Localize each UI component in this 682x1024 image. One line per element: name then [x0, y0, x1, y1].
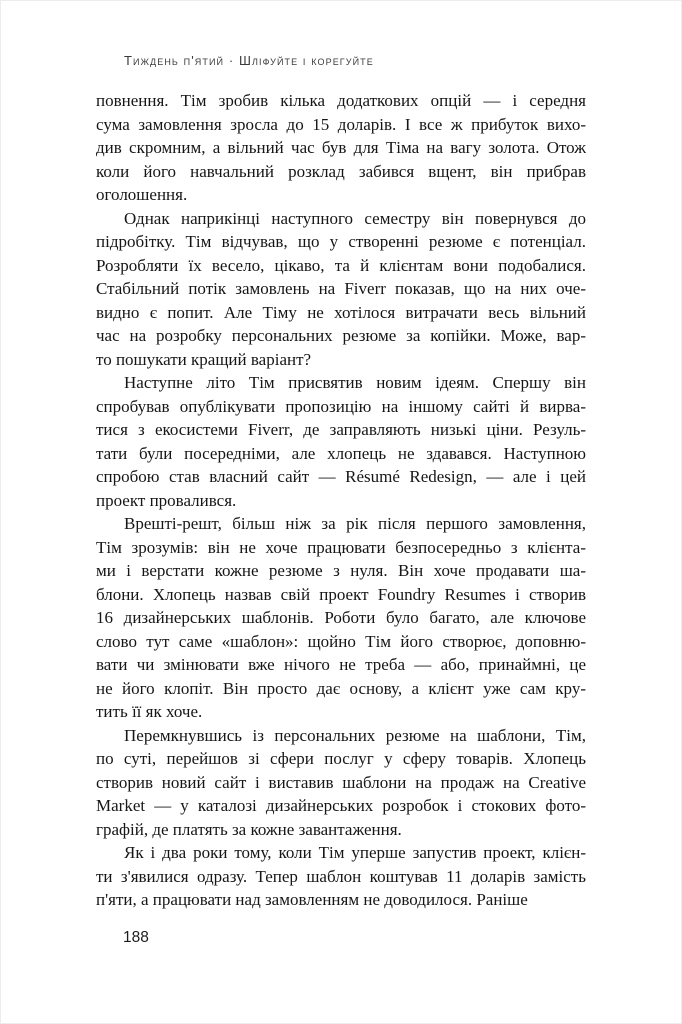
- text-line: повнення. Тім зробив кілька додаткових опцій — і середня: [96, 91, 586, 110]
- paragraph: [96, 724, 586, 842]
- text-line: тить її як хоче.: [96, 702, 203, 721]
- text-line: час на розробку персональних резюме за копійки. Може, вар-: [96, 326, 586, 345]
- paragraph: [96, 841, 586, 912]
- paragraph: [96, 371, 586, 512]
- text-line: сума замовлення зросла до 15 доларів. І все ж прибуток вихо-: [96, 114, 586, 134]
- text-line: ми і верстати кожне резюме з нуля. Він хоче продавати ша-: [96, 561, 586, 580]
- text-line: див скромним, а вільний час був для Тіма на вагу золота. Отож: [96, 138, 586, 157]
- text-line: тати були посередніми, але хлопець не здавався. Наступною: [96, 443, 586, 463]
- text-line: п'яти, а працювати над замовленням не доводилося. Раніше: [96, 890, 528, 909]
- text-line: 16 дизайнерських шаблонів. Роботи було багато, але ключове: [96, 608, 586, 627]
- text-line: графій, де платять за кожне завантаження.: [96, 819, 402, 839]
- text-line: коли його навчальний розклад забився вщент, він прибрав: [96, 161, 586, 181]
- text-line: вати чи змінювати вже нічого не треба — або, принаймні, це: [96, 655, 586, 674]
- text-line: Market — у каталозі дизайнерських розробок і стокових фото-: [96, 796, 586, 815]
- text-line: то пошукати кращий варіант?: [96, 349, 312, 369]
- paragraph: [96, 89, 586, 207]
- running-header: Тиждень п'ятий · Шліфуйте і корегуйте: [124, 53, 374, 68]
- page-number: 188: [123, 929, 149, 946]
- text-line: Наступне літо Тім присвятив новим ідеям. Спершу він: [124, 373, 586, 392]
- text-line: Стабільний потік замовлень на Fiverr показав, що на них оче-: [96, 279, 586, 298]
- text-line: видно є попит. Але Тіму не хотілося витрачати весь вільний: [96, 302, 586, 322]
- paragraph: [96, 207, 586, 372]
- text-line: спробував опублікувати пропозицію на іншому сайті й вирва-: [96, 396, 586, 416]
- text-line: Тім зрозумів: він не хоче працювати безпосередньо з клієнта-: [96, 537, 586, 557]
- text-line: проект провалився.: [96, 490, 237, 510]
- text-line: Розробляти їх весело, цікаво, та й клієнтам вони подобалися.: [96, 255, 586, 275]
- text-line: оголошення.: [96, 185, 188, 204]
- text-line: блони. Хлопець назвав свій проект Foundry Resumes і створив: [96, 584, 586, 604]
- text-line: спробою став власний сайт — Résumé Redesign, — але і цей: [96, 467, 586, 486]
- text-line: тися з екосистеми Fiverr, де заправляють низькі ціни. Резуль-: [96, 420, 586, 439]
- text-block: [96, 89, 586, 912]
- text-line: слово тут саме «шаблон»: щойно Тім його створює, доповню-: [96, 631, 586, 651]
- text-line: Однак наприкінці наступного семестру він повернувся до: [124, 208, 586, 228]
- paragraph: [96, 512, 586, 724]
- text-line: Врешті-решт, більш ніж за рік після першого замовлення,: [124, 514, 586, 533]
- text-line: не його клопіт. Він просто дає основу, а клієнт уже сам кру-: [96, 678, 586, 698]
- text-line: Як і два роки тому, коли Тім уперше запустив проект, клієн-: [124, 843, 586, 862]
- text-line: ти з'явилися одразу. Тепер шаблон коштував 11 доларів замість: [96, 866, 586, 886]
- text-line: створив новий сайт і виставив шаблони на продаж на Creative: [96, 772, 586, 792]
- text-line: по суті, перейшов зі сфери послуг у сферу товарів. Хлопець: [96, 749, 586, 768]
- text-line: підробітку. Тім відчував, що у створенні резюме є потенціал.: [96, 232, 586, 251]
- text-line: Перемкнувшись із персональних резюме на шаблони, Тім,: [124, 725, 586, 745]
